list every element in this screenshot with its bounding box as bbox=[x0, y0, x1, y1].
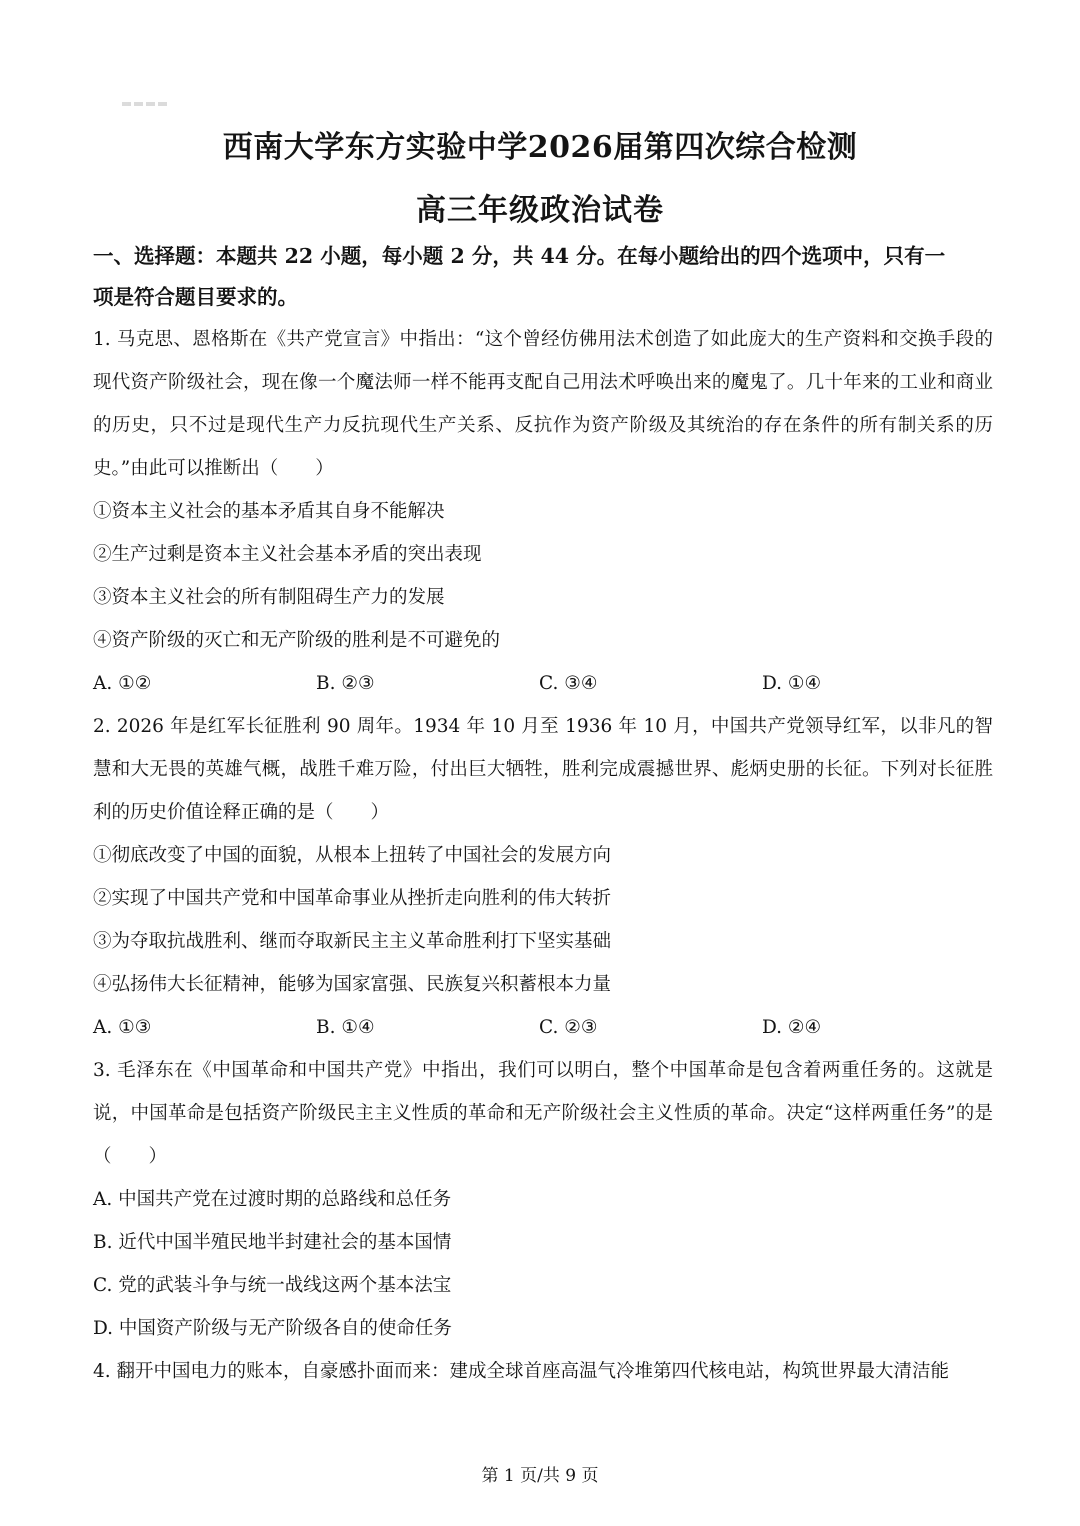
question-1-statement-4: ④资产阶级的灭亡和无产阶级的胜利是不可避免的 bbox=[93, 630, 501, 651]
question-4-stem: 4. 翻开中国电力的账本，自豪感扑面而来：建成全球首座高温气冷堆第四代核电站，构筑世界最大清洁能 bbox=[93, 1361, 950, 1382]
question-3-option-a: A. 中国共产党在过渡时期的总路线和总任务 bbox=[93, 1189, 452, 1210]
question-1-statement-1: ①资本主义社会的基本矛盾其自身不能解决 bbox=[93, 501, 445, 522]
question-3-stem: 3. 毛泽东在《中国革命和中国共产党》中指出，我们可以明白，整个中国革命是包含着两重任务的。这就是说，中国革命是包括资产阶级民主主义性质的革命和无产阶级社会主义性质的革命。决定“这样两重任务”的是（ ） bbox=[93, 1060, 993, 1167]
question-1-choice-c: C. ③④ bbox=[539, 673, 598, 694]
question-2-choice-c: C. ②③ bbox=[539, 1017, 598, 1038]
question-1-choice-d: D. ①④ bbox=[762, 673, 822, 694]
exam-subtitle: 高三年级政治试卷 bbox=[416, 193, 664, 228]
exam-title: 西南大学东方实验中学2026届第四次综合检测 bbox=[222, 130, 858, 165]
question-2-choice-a: A. ①③ bbox=[93, 1017, 152, 1038]
question-1-statement-2: ②生产过剩是资本主义社会基本矛盾的突出表现 bbox=[93, 544, 482, 565]
section-heading-cont: 项是符合题目要求的。 bbox=[93, 285, 298, 309]
exam-content bbox=[93, 236, 993, 1393]
question-2-choice-b: B. ①④ bbox=[316, 1017, 375, 1038]
question-2-statement-3: ③为夺取抗战胜利、继而夺取新民主主义革命胜利打下坚实基础 bbox=[93, 931, 612, 952]
question-3 bbox=[93, 1049, 993, 1350]
question-1-statement-3: ③资本主义社会的所有制阻碍生产力的发展 bbox=[93, 587, 445, 608]
scan-mark bbox=[122, 102, 170, 108]
question-2-stem: 2. 2026 年是红军长征胜利 90 周年。1934 年 10 月至 1936 年 10 月，中国共产党领导红军，以非凡的智慧和大无畏的英雄气概，战胜千难万险，付出巨大牺牲，胜利完成震撼世界、彪炳史册的长征。下列对长征胜利的历史价值诠释正确的是（ ） bbox=[93, 716, 993, 823]
question-1-choices bbox=[93, 662, 993, 705]
section-heading: 一、选择题：本题共 22 小题，每小题 2 分，共 44 分。在每小题给出的四个选项中，只有一 bbox=[93, 244, 946, 268]
question-1-choice-b: B. ②③ bbox=[316, 673, 375, 694]
question-3-option-c: C. 党的武装斗争与统一战线这两个基本法宝 bbox=[93, 1275, 452, 1296]
question-2-choices bbox=[93, 1006, 993, 1049]
question-2-statement-1: ①彻底改变了中国的面貌，从根本上扭转了中国社会的发展方向 bbox=[93, 845, 612, 866]
question-2 bbox=[93, 705, 993, 1049]
question-3-option-d: D. 中国资产阶级与无产阶级各自的使命任务 bbox=[93, 1318, 452, 1339]
question-1-stem: 1. 马克思、恩格斯在《共产党宣言》中指出：“这个曾经仿佛用法术创造了如此庞大的生产资料和交换手段的现代资产阶级社会，现在像一个魔法师一样不能再支配自己用法术呼唤出来的魔鬼了。几十年来的工业和商业的历史，只不过是现代生产力反抗现代生产关系、反抗作为资产阶级及其统治的存在条件的所有制关系的历史。”由此可以推断出（ ） bbox=[93, 329, 993, 479]
question-4 bbox=[93, 1350, 993, 1393]
page-number: 第 1 页/共 9 页 bbox=[481, 1466, 599, 1486]
question-1 bbox=[93, 318, 993, 705]
question-1-choice-a: A. ①② bbox=[93, 673, 152, 694]
question-2-statement-2: ②实现了中国共产党和中国革命事业从挫折走向胜利的伟大转折 bbox=[93, 888, 612, 909]
question-3-option-b: B. 近代中国半殖民地半封建社会的基本国情 bbox=[93, 1232, 452, 1253]
question-2-choice-d: D. ②④ bbox=[762, 1017, 822, 1038]
question-2-statement-4: ④弘扬伟大长征精神，能够为国家富强、民族复兴积蓄根本力量 bbox=[93, 974, 612, 995]
